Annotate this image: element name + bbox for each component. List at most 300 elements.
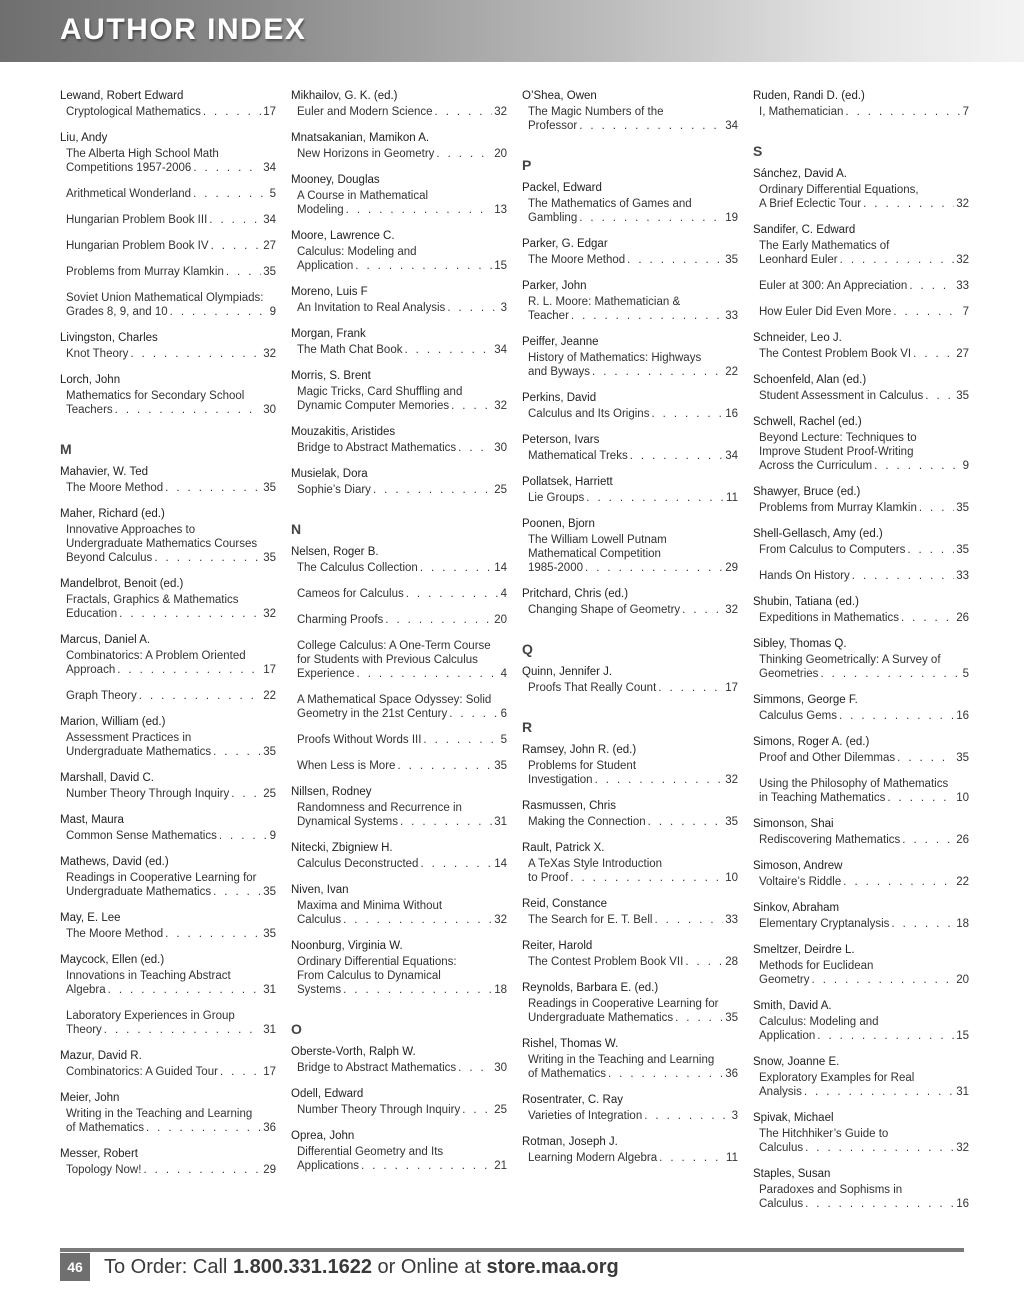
work-title-line: Changing Shape of Geometry — [528, 604, 681, 616]
work-title — [297, 899, 507, 927]
work-title-line: Application — [297, 260, 354, 272]
work-title-line: Problems for Student — [528, 760, 637, 772]
index-entry — [753, 331, 969, 361]
page-ref: 27 — [263, 240, 276, 252]
author-name: Reid, Constance — [522, 898, 608, 910]
order-middle: or Online at — [371, 1256, 487, 1278]
index-entry — [291, 1129, 507, 1173]
index-entry — [291, 229, 507, 273]
work-title-line: Ordinary Differential Equations, — [759, 184, 919, 196]
work-title — [66, 389, 276, 417]
author-name: Mahavier, W. Ted — [60, 466, 148, 478]
page-ref: 11 — [726, 492, 738, 504]
section-letter: Q — [522, 641, 533, 657]
page-ref: 10 — [956, 792, 969, 804]
index-entry — [291, 883, 507, 927]
author-name: Simmons, George F. — [753, 694, 858, 706]
section-letter: N — [291, 521, 302, 537]
work-title-last-line — [759, 569, 969, 583]
author-name: Rault, Patrick X. — [522, 842, 605, 854]
index-entry — [753, 415, 969, 473]
author-name: Poonen, Bjorn — [522, 518, 595, 530]
work-title-line: The Search for E. T. Bell — [528, 914, 653, 926]
page-ref: 9 — [962, 460, 969, 472]
work-title-line: Maxima and Minima Without — [297, 900, 443, 912]
leader-dots — [901, 611, 954, 625]
index-entry — [291, 327, 507, 357]
index-entry — [753, 735, 969, 805]
work-title-last-line — [66, 689, 276, 703]
work-title-last-line — [759, 709, 969, 723]
work-title-line: Varieties of Integration — [528, 1110, 643, 1122]
work-title — [759, 1071, 969, 1099]
author-name: Sinkov, Abraham — [753, 902, 840, 914]
author-name: Maycock, Ellen (ed.) — [60, 954, 165, 966]
work-title — [528, 491, 738, 505]
work-title-line: Geometry — [759, 974, 810, 986]
work-title — [297, 693, 507, 721]
leader-dots — [400, 815, 492, 829]
work-title — [759, 959, 969, 987]
work-title — [759, 239, 969, 267]
author-name: Perkins, David — [522, 392, 597, 404]
leader-dots — [220, 1065, 261, 1079]
leader-dots — [231, 787, 261, 801]
leader-dots — [579, 119, 723, 133]
index-entry — [60, 633, 276, 703]
index-entry — [522, 981, 738, 1025]
work-title-line: Magic Tricks, Card Shuffling and — [297, 386, 463, 398]
work-title — [759, 279, 969, 293]
work-title-last-line — [297, 1103, 507, 1117]
page-ref: 5 — [962, 668, 969, 680]
page-ref: 30 — [263, 404, 276, 416]
work-title — [66, 265, 276, 279]
page-ref: 32 — [494, 106, 507, 118]
leader-dots — [165, 927, 261, 941]
page-ref: 25 — [494, 484, 507, 496]
leader-dots — [193, 161, 261, 175]
page-ref: 35 — [956, 390, 969, 402]
leader-dots — [843, 875, 954, 889]
author-name: Messer, Robert — [60, 1148, 138, 1160]
leader-dots — [630, 449, 724, 463]
work-title-line: Calculus: Modeling and — [759, 1016, 879, 1028]
work-title-last-line — [66, 265, 276, 279]
work-title-last-line — [528, 773, 738, 787]
leader-dots — [451, 399, 492, 413]
work-title-last-line — [297, 441, 507, 455]
work-title — [759, 305, 969, 319]
work-title-last-line — [528, 1151, 738, 1165]
index-entry — [522, 1093, 738, 1123]
index-entry — [753, 637, 969, 681]
work-title-line: Proofs Without Words III — [297, 734, 422, 746]
work-title-line: Innovative Approaches to — [66, 524, 196, 536]
page-ref: 3 — [500, 302, 507, 314]
page-ref: 10 — [725, 872, 738, 884]
author-name: Simoson, Andrew — [753, 860, 843, 872]
index-entry — [60, 715, 276, 759]
page-ref: 34 — [725, 120, 738, 132]
work-title — [297, 1061, 507, 1075]
page-ref: 17 — [263, 106, 276, 118]
leader-dots — [458, 441, 492, 455]
work-title — [759, 709, 969, 723]
leader-dots — [115, 403, 262, 417]
leader-dots — [193, 187, 268, 201]
work-title-last-line — [297, 857, 507, 871]
author-name: Morgan, Frank — [291, 328, 366, 340]
work-title-line: Euler and Modern Science — [297, 106, 433, 118]
work-title-line: From Calculus to Dynamical — [297, 970, 441, 982]
work-title — [297, 147, 507, 161]
author-name: Schneider, Leo J. — [753, 332, 842, 344]
work-title — [759, 875, 969, 889]
index-entry — [291, 1087, 507, 1117]
work-title-last-line — [66, 105, 276, 119]
leader-dots — [117, 663, 261, 677]
work-title-last-line — [297, 399, 507, 413]
work-title — [528, 1053, 738, 1081]
author-name: Mouzakitis, Aristides — [291, 426, 396, 438]
work-title-last-line — [759, 791, 969, 805]
page-ref: 32 — [725, 774, 738, 786]
index-entry — [753, 89, 969, 119]
work-title — [297, 955, 507, 997]
work-title-last-line — [297, 707, 507, 721]
work-title — [66, 239, 276, 253]
work-title-line: The Alberta High School Math — [66, 148, 219, 160]
work-title-line: Investigation — [528, 774, 593, 786]
work-title — [528, 681, 738, 695]
work-title — [528, 997, 738, 1025]
work-title-line: Elementary Cryptanalysis — [759, 918, 890, 930]
index-entry — [522, 939, 738, 969]
work-title — [528, 253, 738, 267]
work-title-line: Beyond Lecture: Techniques to — [759, 432, 917, 444]
page-number: 46 — [60, 1253, 90, 1281]
work-title-line: Dynamic Computer Memories — [297, 400, 450, 412]
work-title-last-line — [297, 203, 507, 217]
index-column-4 — [753, 89, 969, 1223]
work-title-line: Calculus — [297, 914, 342, 926]
index-entry — [60, 465, 276, 495]
work-title — [66, 1009, 276, 1037]
page-ref: 7 — [962, 306, 969, 318]
leader-dots — [209, 213, 261, 227]
page-ref: 35 — [725, 254, 738, 266]
work-title-line: Hungarian Problem Book III — [66, 214, 208, 226]
index-column-1 — [60, 89, 276, 1189]
index-entry — [753, 1167, 969, 1211]
work-title — [297, 639, 507, 681]
work-title-last-line — [528, 681, 738, 695]
work-title — [66, 1065, 276, 1079]
author-name: Musielak, Dora — [291, 468, 368, 480]
index-entry — [753, 901, 969, 931]
leader-dots — [682, 603, 723, 617]
page-ref: 15 — [494, 260, 507, 272]
index-entry — [60, 373, 276, 417]
leader-dots — [154, 551, 261, 565]
work-title — [528, 533, 738, 575]
work-title-last-line — [297, 759, 507, 773]
section-letter: S — [753, 143, 763, 159]
work-title-line: Differential Geometry and Its — [297, 1146, 444, 1158]
page-ref: 35 — [263, 746, 276, 758]
leader-dots — [852, 569, 954, 583]
leader-dots — [143, 1163, 261, 1177]
leader-dots — [203, 105, 261, 119]
store-link[interactable]: store.maa.org — [486, 1256, 619, 1278]
work-title — [528, 449, 738, 463]
page-ref: 17 — [263, 1066, 276, 1078]
work-title — [759, 611, 969, 625]
work-title-line: College Calculus: A One-Term Course — [297, 640, 491, 652]
section-letter: O — [291, 1021, 302, 1037]
page-ref: 33 — [956, 570, 969, 582]
page-ref: 27 — [956, 348, 969, 360]
leader-dots — [462, 1103, 492, 1117]
work-title-last-line — [297, 587, 507, 601]
author-name: O’Shea, Owen — [522, 90, 597, 102]
page-ref: 5 — [500, 734, 507, 746]
leader-dots — [104, 1023, 261, 1037]
work-title — [528, 759, 738, 787]
author-name: Niven, Ivan — [291, 884, 349, 896]
page-ref: 35 — [494, 760, 507, 772]
work-title-last-line — [66, 161, 276, 175]
work-title-line: Application — [759, 1030, 816, 1042]
work-title-last-line — [66, 1065, 276, 1079]
leader-dots — [586, 491, 724, 505]
index-entry — [291, 89, 507, 119]
work-title-line: Bridge to Abstract Mathematics — [297, 442, 457, 454]
index-entry — [522, 279, 738, 323]
author-name: Mikhailov, G. K. (ed.) — [291, 90, 398, 102]
work-title — [528, 1151, 738, 1165]
work-title-last-line — [759, 973, 969, 987]
work-title-last-line — [759, 1197, 969, 1211]
work-title-line: Learning Modern Algebra — [528, 1152, 658, 1164]
work-title-line: Readings in Cooperative Learning for — [66, 872, 257, 884]
work-title — [66, 347, 276, 361]
page-ref: 18 — [956, 918, 969, 930]
work-title-line: Leonhard Euler — [759, 254, 838, 266]
work-title-last-line — [759, 347, 969, 361]
work-title — [66, 105, 276, 119]
page-ref: 36 — [725, 1068, 738, 1080]
author-name: Reynolds, Barbara E. (ed.) — [522, 982, 659, 994]
work-title-line: Bridge to Abstract Mathematics — [297, 1062, 457, 1074]
index-entry — [60, 813, 276, 843]
work-title-last-line — [528, 815, 738, 829]
work-title — [297, 733, 507, 747]
page-ref: 26 — [956, 612, 969, 624]
page-ref: 32 — [956, 1142, 969, 1154]
leader-dots — [361, 1159, 492, 1173]
author-name: Nitecki, Zbigniew H. — [291, 842, 393, 854]
work-title — [297, 613, 507, 627]
work-title-line: Teachers — [66, 404, 113, 416]
work-title-line: Calculus — [759, 1142, 804, 1154]
author-name: Parker, G. Edgar — [522, 238, 608, 250]
work-title-last-line — [66, 607, 276, 621]
work-title-last-line — [66, 885, 276, 899]
work-title-line: Hands On History — [759, 570, 850, 582]
work-title — [297, 105, 507, 119]
work-title-line: Student Assessment in Calculus — [759, 390, 924, 402]
author-name: Smith, David A. — [753, 1000, 832, 1012]
footer-rule — [60, 1248, 964, 1252]
work-title-line: A Brief Eclectic Tour — [759, 198, 862, 210]
work-title-last-line — [66, 983, 276, 997]
index-entry — [60, 577, 276, 621]
work-title-line: Undergraduate Mathematics — [528, 1012, 674, 1024]
work-title-line: The Moore Method — [66, 482, 164, 494]
page-ref: 9 — [269, 306, 276, 318]
work-title-last-line — [759, 501, 969, 515]
author-name: Moore, Lawrence C. — [291, 230, 395, 242]
work-title-last-line — [297, 815, 507, 829]
leader-dots — [357, 667, 499, 681]
leader-dots — [644, 1109, 729, 1123]
index-entry — [522, 391, 738, 421]
work-title — [66, 1107, 276, 1135]
page-ref: 31 — [494, 816, 507, 828]
index-entry — [753, 373, 969, 403]
work-title-line: Combinatorics: A Problem Oriented — [66, 650, 246, 662]
leader-dots — [219, 829, 268, 843]
order-line — [104, 1253, 619, 1281]
page-ref: 14 — [494, 562, 507, 574]
page-ref: 32 — [725, 604, 738, 616]
work-title-line: Applications — [297, 1160, 360, 1172]
page-ref: 26 — [956, 834, 969, 846]
page-ref: 35 — [725, 1012, 738, 1024]
work-title-line: A TeXas Style Introduction — [528, 858, 663, 870]
page-ref: 35 — [263, 552, 276, 564]
leader-dots — [423, 733, 498, 747]
index-entry — [60, 331, 276, 361]
work-title-line: Assessment Practices in — [66, 732, 192, 744]
author-name: Odell, Edward — [291, 1088, 364, 1100]
work-title-line: Calculus Deconstructed — [297, 858, 419, 870]
work-title-line: Calculus: Modeling and — [297, 246, 417, 258]
work-title-line: Algebra — [66, 984, 106, 996]
work-title — [528, 351, 738, 379]
leader-dots — [119, 607, 261, 621]
work-title-line: Competitions 1957-2006 — [66, 162, 192, 174]
work-title-line: Experience — [297, 668, 355, 680]
work-title-last-line — [66, 481, 276, 495]
work-title — [66, 689, 276, 703]
page-ref: 22 — [725, 366, 738, 378]
index-entry — [291, 425, 507, 455]
index-entry — [522, 897, 738, 927]
work-title-last-line — [66, 213, 276, 227]
work-title-line: in Teaching Mathematics — [759, 792, 886, 804]
author-name: Peterson, Ivars — [522, 434, 600, 446]
page-ref: 33 — [956, 280, 969, 292]
work-title-line: From Calculus to Computers — [759, 544, 906, 556]
index-entry — [60, 89, 276, 119]
work-title-line: The William Lowell Putnam — [528, 534, 667, 546]
work-title-last-line — [759, 543, 969, 557]
index-entry — [753, 817, 969, 847]
author-name: Smeltzer, Deirdre L. — [753, 944, 855, 956]
work-title-line: Geometry in the 21st Century — [297, 708, 448, 720]
author-name: Mathews, David (ed.) — [60, 856, 169, 868]
work-title-last-line — [528, 871, 738, 885]
leader-dots — [804, 1085, 954, 1099]
leader-dots — [845, 105, 960, 119]
page-ref: 14 — [494, 858, 507, 870]
work-title-last-line — [66, 787, 276, 801]
index-entry — [522, 335, 738, 379]
leader-dots — [654, 913, 723, 927]
index-entry — [60, 1049, 276, 1079]
work-title — [297, 1145, 507, 1173]
page-ref: 32 — [956, 254, 969, 266]
leader-dots — [213, 885, 261, 899]
work-title — [297, 189, 507, 217]
work-title-line: Undergraduate Mathematics Courses — [66, 538, 258, 550]
index-entry — [753, 1111, 969, 1155]
work-title-line: The Mathematics of Games and — [528, 198, 692, 210]
work-title — [297, 441, 507, 455]
work-title-line: The Contest Problem Book VI — [759, 348, 912, 360]
leader-dots — [449, 707, 498, 721]
work-title — [66, 787, 276, 801]
leader-dots — [812, 973, 955, 987]
leader-dots — [170, 305, 268, 319]
work-title-last-line — [528, 253, 738, 267]
page-ref: 16 — [956, 1198, 969, 1210]
page-ref: 19 — [725, 212, 738, 224]
work-title-last-line — [528, 211, 738, 225]
work-title-last-line — [759, 279, 969, 293]
work-title-line: Problems from Murray Klamkin — [66, 266, 224, 278]
work-title-line: Cameos for Calculus — [297, 588, 404, 600]
leader-dots — [139, 689, 261, 703]
work-title-line: Rediscovering Mathematics — [759, 834, 901, 846]
work-title-last-line — [759, 751, 969, 765]
author-name: Rosentrater, C. Ray — [522, 1094, 623, 1106]
leader-dots — [658, 681, 723, 695]
author-name: Oberste-Vorth, Ralph W. — [291, 1046, 416, 1058]
work-title-last-line — [297, 301, 507, 315]
leader-dots — [436, 147, 492, 161]
author-name: Lewand, Robert Edward — [60, 90, 184, 102]
work-title-last-line — [759, 1141, 969, 1155]
author-name: Reiter, Harold — [522, 940, 593, 952]
work-title-last-line — [528, 603, 738, 617]
leader-dots — [570, 871, 723, 885]
work-title — [297, 343, 507, 357]
work-title-last-line — [66, 1023, 276, 1037]
page-ref: 35 — [263, 482, 276, 494]
work-title — [66, 187, 276, 201]
work-title — [759, 917, 969, 931]
page-ref: 32 — [263, 348, 276, 360]
work-title-line: Mathematics for Secondary School — [66, 390, 245, 402]
page-ref: 6 — [500, 708, 507, 720]
leader-dots — [817, 1029, 954, 1043]
work-title — [66, 927, 276, 941]
work-title-line: Charming Proofs — [297, 614, 384, 626]
